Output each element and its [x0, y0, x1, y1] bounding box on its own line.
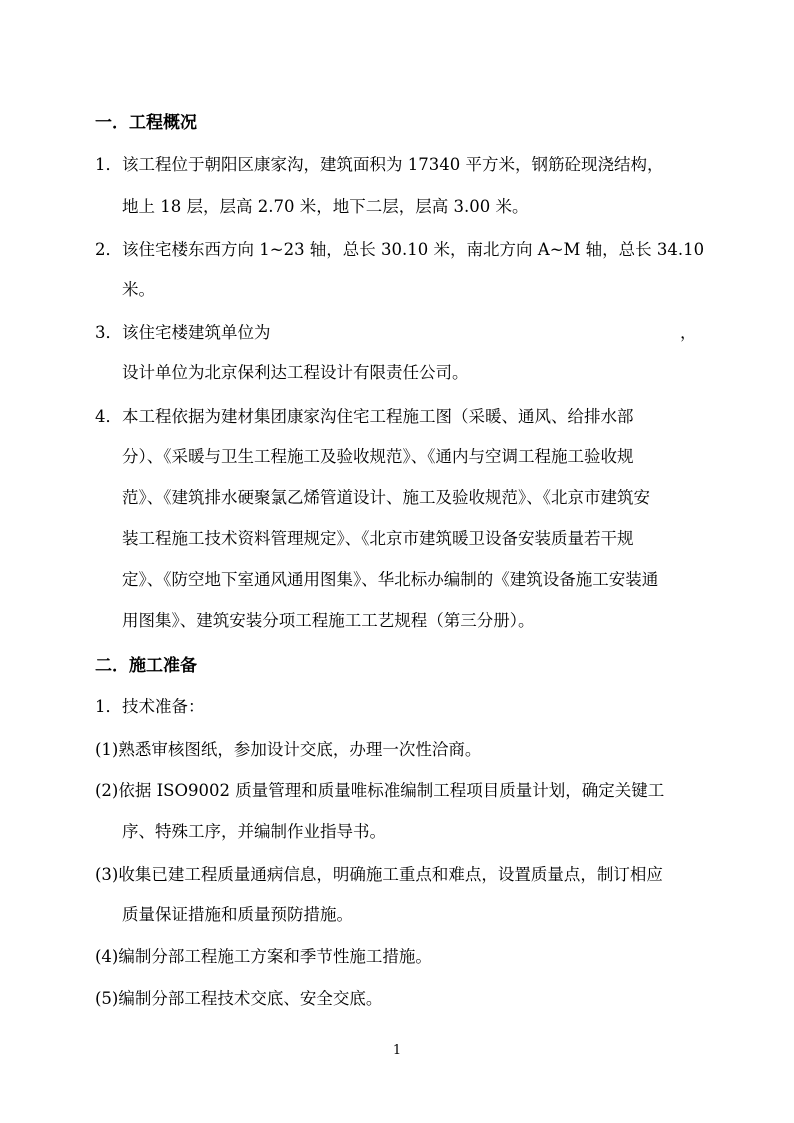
item-2-line-2: 米。: [122, 280, 155, 299]
para-2-line-1: (2)依据 ISO9002 质量管理和质量唯标准编制工程项目质量计划，确定关键工: [95, 781, 665, 800]
item-1-line-2: 地上 18 层，层高 2.70 米，地下二层，层高 3.00 米。: [122, 197, 529, 216]
para-4: (4)编制分部工程施工方案和季节性施工措施。: [95, 947, 432, 966]
para-1: (1)熟悉审核图纸，参加设计交底，办理一次性洽商。: [95, 740, 482, 759]
para-2-line-2: 序、特殊工序，并编制作业指导书。: [122, 822, 386, 841]
para-3-line-2: 质量保证措施和质量预防措施。: [122, 905, 353, 924]
item-3-line-2: 设计单位为北京保利达工程设计有限责任公司。: [122, 363, 469, 382]
item-4-line-2: 分）、《采暖与卫生工程施工及验收规范》、《通内与空调工程施工验收规: [122, 447, 634, 466]
item-3-line-1-suffix: ，: [680, 323, 697, 342]
para-5: (5)编制分部工程技术交底、安全交底。: [95, 989, 383, 1008]
item-4-line-3: 范》、《建筑排水硬聚氯乙烯管道设计、施工及验收规范》、《北京市建筑安: [122, 488, 650, 507]
item-3-line-1-prefix: 3．该住宅楼建筑单位为: [95, 323, 271, 342]
para-3-line-1: (3)收集已建工程质量通病信息，明确施工重点和难点，设置质量点，制订相应: [95, 865, 663, 884]
item-2-line-1: 2．该住宅楼东西方向 1~23 轴，总长 30.10 米，南北方向 A~M 轴，总长 34.10: [95, 240, 705, 259]
page-number: 1: [392, 1043, 402, 1058]
item-1-line-1: 1．该工程位于朝阳区康家沟，建筑面积为 17340 平方米，钢筋砼现浇结构，: [95, 155, 664, 174]
section-1-heading: 一．工程概况: [95, 113, 197, 133]
sub-1-title: 1．技术准备：: [95, 697, 205, 716]
item-4-line-6: 用图集》、建筑安装分项工程施工工艺规程（第三分册）。: [122, 611, 535, 630]
item-4-line-1: 4．本工程依据为建材集团康家沟住宅工程施工图（采暖、通风、给排水部: [95, 407, 634, 426]
section-2-heading: 二．施工准备: [95, 656, 197, 676]
item-4-line-4: 装工程施工技术资料管理规定》、《北京市建筑暖卫设备安装质量若干规: [122, 529, 634, 548]
item-4-line-5: 定》、《防空地下室通风通用图集》、华北标办编制的《建筑设备施工安装通: [122, 570, 659, 589]
